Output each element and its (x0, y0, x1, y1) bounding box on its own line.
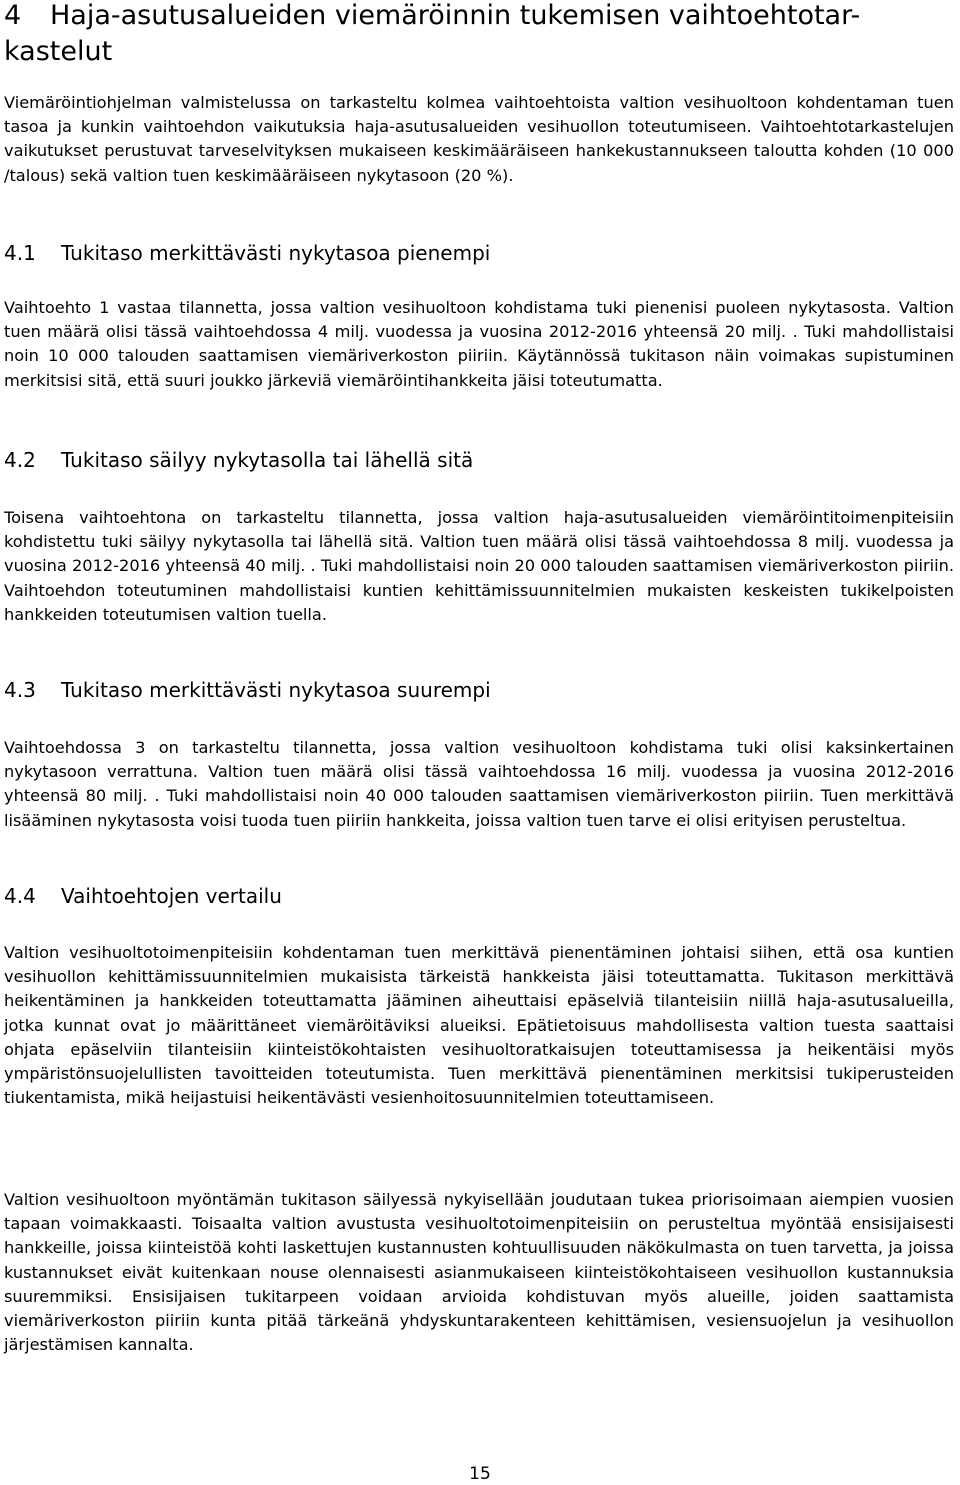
section-heading-4-1 (4, 240, 954, 266)
chapter-number: 4 (4, 0, 22, 31)
section-title: Tukitaso merkittävästi nykytasoa suurempi (61, 678, 491, 702)
section-4-2-paragraph: Toisena vaihtoehtona on tarkasteltu tilannetta, jossa valtion haja-asutusalueiden viemäröintitoimenpiteisiin kohdistettu tuki säilyy nykytasolla tai lähellä sitä. Valtion tuen määrä olisi tässä vaihtoehdossa 8 milj. vuodessa ja vuosina 2012-2016 yhteensä 40 milj. . Tuki mahdollistaisi noin 20 000 talouden saattamisen viemäriverkoston piiriin. Vaihtoehdon toteutuminen mahdollistaisi kuntien kehittämissuunnitelmien mukaisten keskeisten tukikelpoisten hankkeiden toteutumisen valtion tuella. (4, 508, 954, 624)
page-number: 15 (469, 1464, 491, 1484)
section-heading-4-4 (4, 883, 954, 909)
section-title: Tukitaso merkittävästi nykytasoa pienempi (61, 241, 491, 265)
section-4-3-paragraph: Vaihtoehdossa 3 on tarkasteltu tilannetta, jossa valtion vesihuoltoon kohdistama tuki olisi kaksinkertainen nykytasoon verrattuna. Valtion tuen määrä olisi tässä vaihtoehdossa 16 milj. vuodessa ja vuosina 2012-2016 yhteensä 80 milj. . Tuki mahdollistaisi noin 40 000 talouden saattamisen viemäriverkoston piiriin. Tuen merkittävä lisääminen nykytasosta voisi tuoda tuen piiriin hankkeita, joissa valtion tuen tarve ei olisi erityisen perusteltua. (4, 738, 954, 830)
section-number: 4.2 (4, 448, 36, 472)
chapter-title: Haja-asutusalueiden viemäröinnin tukemisen vaihtoehtotar-kastelut (4, 0, 861, 67)
chapter-heading (4, 0, 954, 70)
section-4-4-paragraph-2: Valtion vesihuoltoon myöntämän tukitason säilyessä nykyisellään joudutaan tukea priorisoimaan aiempien vuosien tapaan voimakkaasti. Toisaalta valtion avustusta vesihuoltotoimenpiteisiin on perusteltua myöntää ensisijaisesti hankkeille, joissa kiinteistöä kohti laskettujen kustannusten kohtuullisuuden näkökulmasta on tuen tarvetta, ja joissa kustannukset eivät kuitenkaan nouse olennaisesti asianmukaiseen kiinteistökohtaiseen vesihuollon kustannuksia suuremmiksi. Ensisijaisen tukitarpeen voidaan arvioida kohdistuvan myös alueille, joiden saattamista viemäriverkoston piiriin kunta pitää tärkeänä yhdyskuntarakenteen kehittämisen, vesiensuojelun ja vesihuollon järjestämisen kannalta. (4, 1190, 954, 1355)
section-heading-4-2 (4, 447, 954, 473)
section-title: Tukitaso säilyy nykytasolla tai lähellä sitä (61, 448, 474, 472)
section-number: 4.4 (4, 884, 36, 908)
section-4-1-paragraph: Vaihtoehto 1 vastaa tilannetta, jossa valtion vesihuoltoon kohdistama tuki pienenisi puoleen nykytasosta. Valtion tuen määrä olisi tässä vaihtoehdossa 4 milj. vuodessa ja vuosina 2012-2016 yhteensä 20 milj. . Tuki mahdollistaisi noin 10 000 talouden saattamisen viemäriverkoston piiriin. Käytännössä tukitason näin voimakas supistuminen merkitsisi sitä, että suuri joukko järkeviä viemäröintihankkeita jäisi toteutumatta. (4, 298, 954, 390)
intro-paragraph: Viemäröintiohjelman valmistelussa on tarkasteltu kolmea vaihtoehtoista valtion vesihuoltoon kohdentaman tuen tasoa ja kunkin vaihtoehdon vaikutuksia haja-asutusalueiden vesihuollon toteutumiseen. Vaihtoehtotarkastelujen vaikutukset perustuvat tarveselvityksen mukaiseen keskimääräiseen hankekustannukseen taloutta kohden (10 000 /talous) sekä valtion tuen keskimääräiseen nykytasoon (20 %). (4, 93, 954, 185)
section-title: Vaihtoehtojen vertailu (61, 884, 282, 908)
section-heading-4-3 (4, 677, 954, 703)
section-number: 4.3 (4, 678, 36, 702)
section-4-4-paragraph-1: Valtion vesihuoltotoimenpiteisiin kohdentaman tuen merkittävä pienentäminen johtaisi siihen, että osa kuntien vesihuollon kehittämissuunnitelmien mukaisista tärkeistä hankkeista jäisi toteuttamatta. Tukitason merkittävä heikentäminen ja hankkeiden toteuttamatta jääminen aiheuttaisi epäselviä tilanteisiin niillä haja-asutusalueilla, jotka kunnat ovat jo määrittäneet viemäröitäviksi alueiksi. Epätietoisuus mahdollisesta valtion tuesta saattaisi ohjata epäselviin tilanteisiin kiinteistökohtaisten vesihuoltoratkaisujen toteuttamisessa ja heikentäisi myös ympäristönsuojelullisten tavoitteiden toteutumista. Tuen merkittävä pienentäminen merkitsisi tukiperusteiden tiukentamista, mikä heijastuisi heikentävästi vesienhoitosuunnitelmien toteuttamiseen. (4, 943, 954, 1108)
section-number: 4.1 (4, 241, 36, 265)
